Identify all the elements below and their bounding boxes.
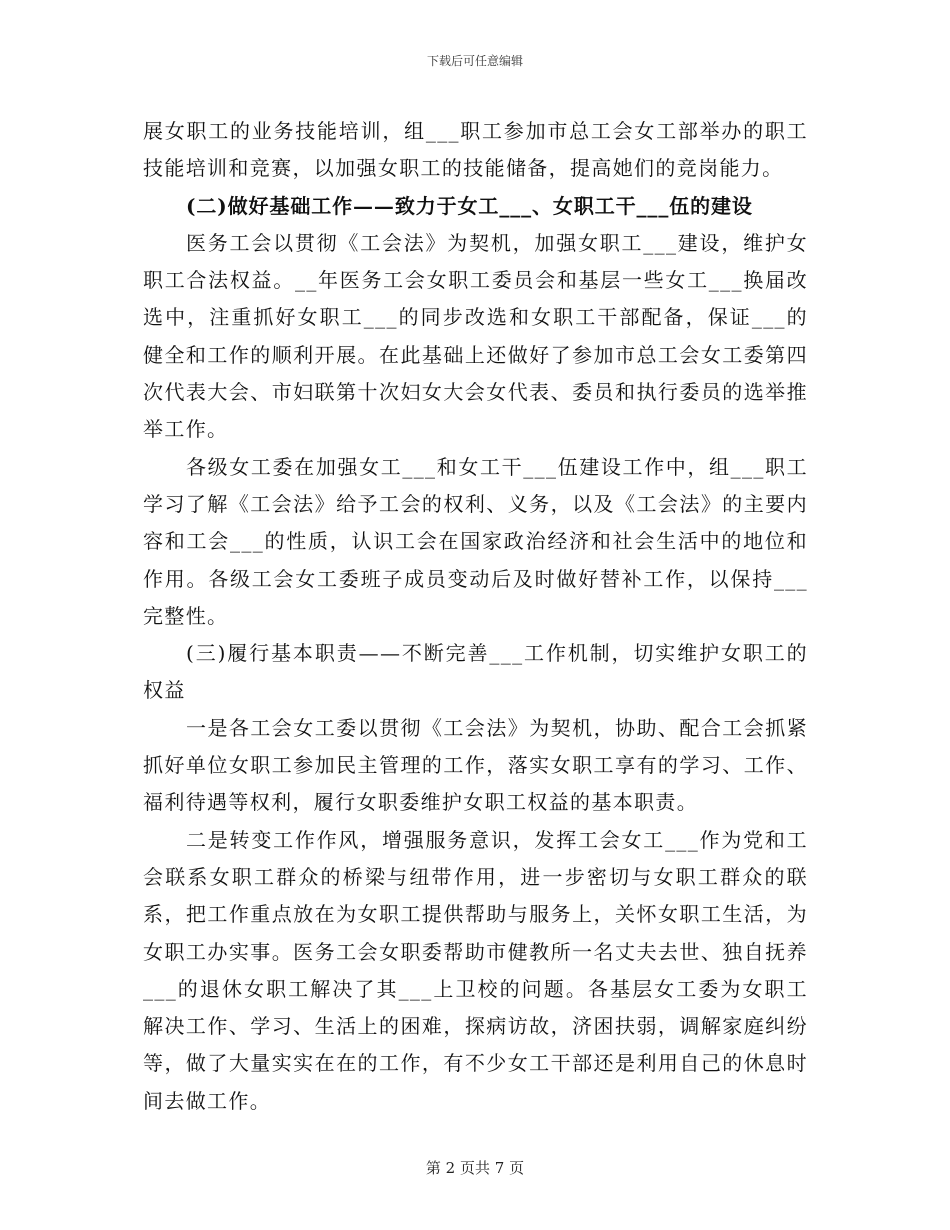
paragraph-continuation: 展女职工的业务技能培训，组___职工参加市总工会女工部举办的职工技能培训和竞赛，以加强女职工的技能储备，提高她们的竞岗能力。 <box>143 119 808 181</box>
paragraph: 医务工会以贯彻《工会法》为契机，加强女职工___建设，维护女职工合法权益。__年医务工会女职工委员会和基层一些女工___换届改选中，注重抓好女职工___的同步改选和女职工干部配备，保证___的健全和工作的顺利开展。在此基础上还做好了参加市总工会女工委第四次代表大会、市妇联第十次妇女大会女代表、委员和执行委员的选举推举工作。 <box>143 230 808 442</box>
page-header: 下载后可任意编辑 <box>426 54 523 68</box>
document-body <box>143 113 808 1120</box>
section-heading-3: (三)履行基本职责——不断完善___工作机制，切实维护女职工的权益 <box>143 641 808 703</box>
page-number: 第 2 页共 7 页 <box>425 1159 525 1177</box>
paragraph: 各级女工委在加强女工___和女工干___伍建设工作中，组___职工学习了解《工会法》给予工会的权利、义务，以及《工会法》的主要内容和工会___的性质，认识工会在国家政治经济和社会生活中的地位和作用。各级工会女工委班子成员变动后及时做好替补工作，以保持___完整性。 <box>143 454 808 628</box>
paragraph: 一是各工会女工委以贯彻《工会法》为契机，协助、配合工会抓紧抓好单位女职工参加民主管理的工作，落实女职工享有的学习、工作、福利待遇等权利，履行女职委维护女职工权益的基本职责。 <box>143 715 808 815</box>
paragraph: 二是转变工作作风，增强服务意识，发挥工会女工___作为党和工会联系女职工群众的桥梁与纽带作用，进一步密切与女职工群众的联系，把工作重点放在为女职工提供帮助与服务上，关怀女职工生活，为女职工办实事。医务工会女职委帮助市健教所一名丈夫去世、独自抚养___的退休女职工解决了其___上卫校的问题。各基层女工委为女职工解决工作、学习、生活上的困难，探病访故，济困扶弱，调解家庭纠纷等，做了大量实实在在的工作，有不少女工干部还是利用自己的休息时间去做工作。 <box>143 827 808 1113</box>
section-heading-2: (二)做好基础工作——致力于女工___、女职工干___伍的建设 <box>186 193 753 218</box>
